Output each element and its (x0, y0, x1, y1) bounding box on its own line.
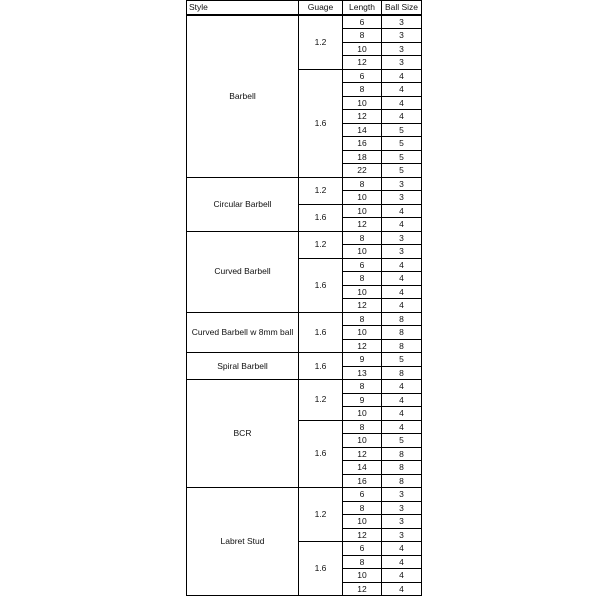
length-cell: 6 (343, 258, 382, 272)
length-cell: 10 (343, 96, 382, 110)
ball-size-cell: 3 (382, 29, 422, 43)
guage-cell: 1.6 (299, 353, 343, 380)
guage-cell: 1.6 (299, 420, 343, 488)
ball-size-cell: 8 (382, 474, 422, 488)
ball-size-column-header: Ball Size (382, 1, 422, 15)
ball-size-cell: 4 (382, 542, 422, 556)
length-cell: 12 (343, 110, 382, 124)
length-cell: 8 (343, 380, 382, 394)
guage-cell: 1.2 (299, 380, 343, 421)
ball-size-cell: 8 (382, 366, 422, 380)
ball-size-cell: 4 (382, 218, 422, 232)
style-cell: Curved Barbell (187, 231, 299, 312)
table-row (187, 380, 422, 394)
length-cell: 12 (343, 528, 382, 542)
ball-size-cell: 3 (382, 528, 422, 542)
table-row (187, 312, 422, 326)
guage-cell: 1.6 (299, 312, 343, 353)
ball-size-cell: 4 (382, 69, 422, 83)
ball-size-cell: 4 (382, 96, 422, 110)
ball-size-cell: 5 (382, 353, 422, 367)
ball-size-cell: 8 (382, 312, 422, 326)
ball-size-cell: 3 (382, 245, 422, 259)
ball-size-cell: 3 (382, 191, 422, 205)
ball-size-cell: 4 (382, 204, 422, 218)
ball-size-cell: 3 (382, 56, 422, 70)
length-cell: 8 (343, 177, 382, 191)
length-cell: 6 (343, 542, 382, 556)
ball-size-cell: 5 (382, 137, 422, 151)
length-cell: 13 (343, 366, 382, 380)
length-cell: 18 (343, 150, 382, 164)
header-row (187, 1, 422, 15)
length-cell: 8 (343, 501, 382, 515)
ball-size-cell: 5 (382, 434, 422, 448)
length-cell: 14 (343, 461, 382, 475)
ball-size-cell: 4 (382, 555, 422, 569)
length-cell: 10 (343, 407, 382, 421)
guage-cell: 1.2 (299, 177, 343, 204)
style-column-header: Style (187, 1, 299, 15)
length-cell: 8 (343, 555, 382, 569)
ball-size-cell: 4 (382, 380, 422, 394)
length-cell: 22 (343, 164, 382, 178)
length-cell: 12 (343, 447, 382, 461)
table-row (187, 488, 422, 502)
length-cell: 16 (343, 474, 382, 488)
length-cell: 10 (343, 434, 382, 448)
length-cell: 6 (343, 69, 382, 83)
ball-size-cell: 8 (382, 461, 422, 475)
length-cell: 10 (343, 569, 382, 583)
guage-cell: 1.2 (299, 15, 343, 70)
length-column-header: Length (343, 1, 382, 15)
style-cell: Curved Barbell w 8mm ball (187, 312, 299, 353)
length-cell: 8 (343, 231, 382, 245)
length-cell: 8 (343, 272, 382, 286)
ball-size-cell: 5 (382, 123, 422, 137)
style-cell: Circular Barbell (187, 177, 299, 231)
length-cell: 6 (343, 15, 382, 29)
ball-size-cell: 4 (382, 393, 422, 407)
length-cell: 8 (343, 29, 382, 43)
guage-cell: 1.6 (299, 258, 343, 312)
length-cell: 10 (343, 204, 382, 218)
guage-column-header: Guage (299, 1, 343, 15)
ball-size-cell: 3 (382, 177, 422, 191)
length-cell: 10 (343, 191, 382, 205)
length-cell: 6 (343, 488, 382, 502)
ball-size-cell: 4 (382, 582, 422, 596)
length-cell: 12 (343, 299, 382, 313)
ball-size-cell: 8 (382, 447, 422, 461)
table-row (187, 15, 422, 29)
length-cell: 10 (343, 245, 382, 259)
length-cell: 12 (343, 582, 382, 596)
style-cell: Barbell (187, 15, 299, 178)
guage-cell: 1.2 (299, 488, 343, 542)
table-row (187, 231, 422, 245)
ball-size-cell: 4 (382, 285, 422, 299)
ball-size-cell: 4 (382, 420, 422, 434)
ball-size-cell: 4 (382, 258, 422, 272)
table-row (187, 177, 422, 191)
length-cell: 10 (343, 326, 382, 340)
length-cell: 10 (343, 42, 382, 56)
length-cell: 9 (343, 393, 382, 407)
guage-cell: 1.6 (299, 69, 343, 177)
ball-size-cell: 3 (382, 515, 422, 529)
ball-size-cell: 4 (382, 569, 422, 583)
ball-size-cell: 3 (382, 42, 422, 56)
style-cell: Labret Stud (187, 488, 299, 596)
ball-size-cell: 8 (382, 326, 422, 340)
ball-size-cell: 3 (382, 501, 422, 515)
ball-size-cell: 3 (382, 488, 422, 502)
size-chart-body (187, 15, 422, 596)
length-cell: 10 (343, 285, 382, 299)
ball-size-cell: 8 (382, 339, 422, 353)
ball-size-cell: 5 (382, 150, 422, 164)
guage-cell: 1.6 (299, 542, 343, 596)
length-cell: 12 (343, 56, 382, 70)
ball-size-cell: 5 (382, 164, 422, 178)
ball-size-cell: 3 (382, 231, 422, 245)
length-cell: 8 (343, 420, 382, 434)
length-cell: 14 (343, 123, 382, 137)
length-cell: 12 (343, 339, 382, 353)
table-row (187, 353, 422, 367)
size-chart-table (186, 0, 422, 596)
style-cell: BCR (187, 380, 299, 488)
length-cell: 12 (343, 218, 382, 232)
ball-size-cell: 4 (382, 83, 422, 97)
ball-size-cell: 3 (382, 15, 422, 29)
ball-size-cell: 4 (382, 407, 422, 421)
ball-size-cell: 4 (382, 110, 422, 124)
length-cell: 9 (343, 353, 382, 367)
style-cell: Spiral Barbell (187, 353, 299, 380)
length-cell: 16 (343, 137, 382, 151)
guage-cell: 1.2 (299, 231, 343, 258)
length-cell: 8 (343, 312, 382, 326)
ball-size-cell: 4 (382, 272, 422, 286)
guage-cell: 1.6 (299, 204, 343, 231)
ball-size-cell: 4 (382, 299, 422, 313)
length-cell: 8 (343, 83, 382, 97)
length-cell: 10 (343, 515, 382, 529)
